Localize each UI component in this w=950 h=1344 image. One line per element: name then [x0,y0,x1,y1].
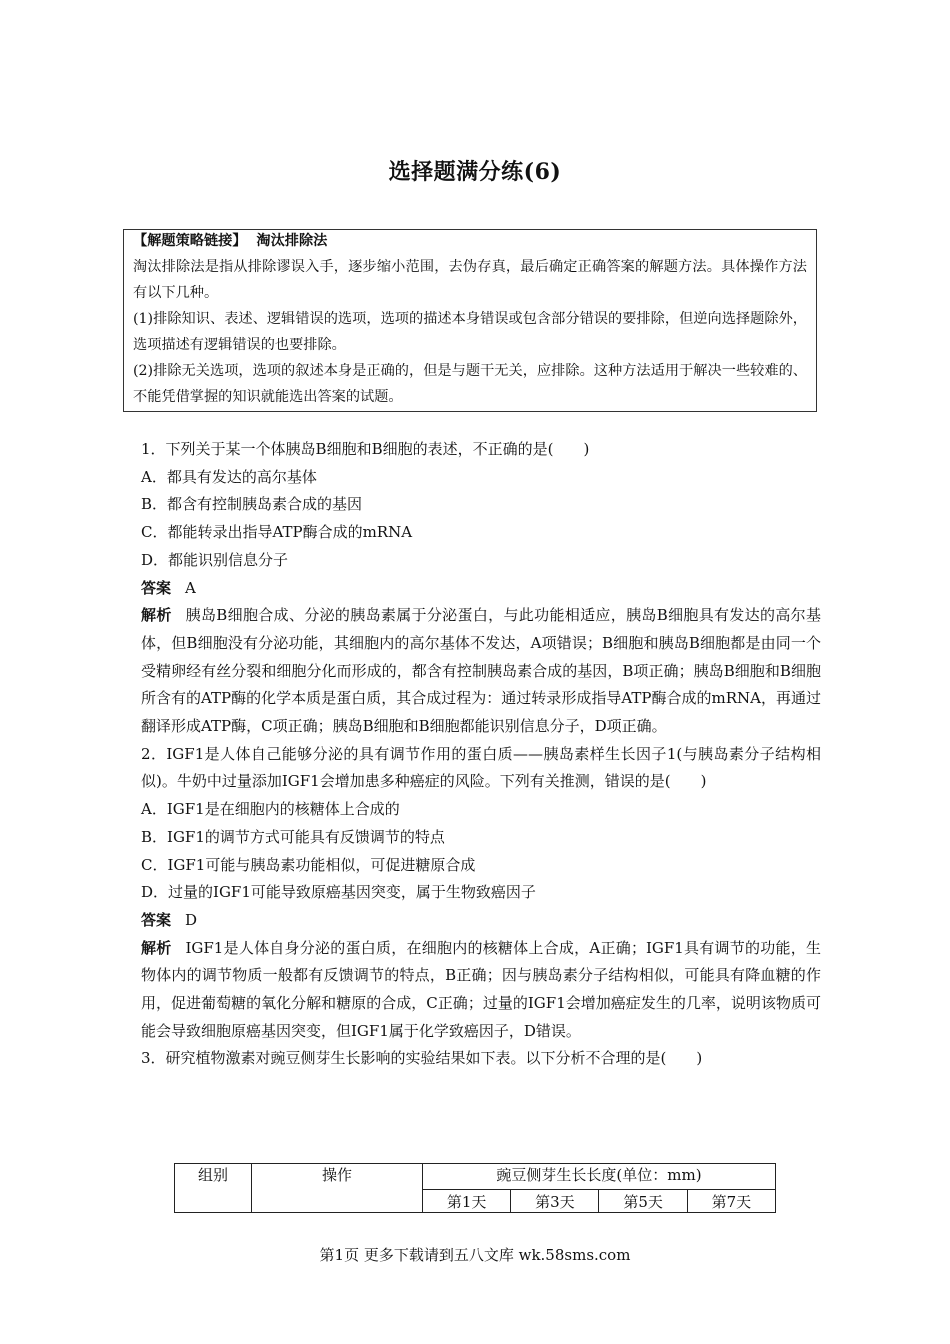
question-2-option-b: B．IGF1的调节方式可能具有反馈调节的特点 [141,827,445,846]
question-1-stem: 1．下列关于某一个体胰岛B细胞和B细胞的表述，不正确的是( ) [141,440,590,458]
table-header-day: 第3天 [511,1190,599,1213]
table-header-day: 第7天 [687,1190,775,1213]
strategy-method: 淘汰排除法 [256,233,328,249]
strategy-paragraph: (2)排除无关选项，选项的叙述本身是正确的，但是与题干无关，应排除。这种方法适用于解决一些较难的、不能凭借掌握的知识就能选出答案的试题。 [133,363,807,405]
strategy-paragraph: (1)排除知识、表述、逻辑错误的选项，选项的描述本身错误或包含部分错误的要排除，但逆向选择题除外，选项描述有逻辑错误的也要排除。 [133,311,807,353]
strategy-bracket-title: 【解题策略链接】 [133,233,247,249]
experiment-table [174,1163,776,1213]
strategy-heading [133,230,807,252]
question-1-analysis [141,602,821,741]
answer-label: 答案 [141,910,172,929]
table-header-day: 第1天 [423,1190,511,1213]
strategy-box [123,229,817,412]
analysis-label: 解析 [141,938,172,957]
question-2-stem: 2．IGF1是人体自己能够分泌的具有调节作用的蛋白质——胰岛素样生长因子1(与胰岛素分子结构相似)。牛奶中过量添加IGF1会增加患多种癌症的风险。下列有关推测，错误的是( ) [141,744,821,791]
table-header-operation: 操作 [252,1164,423,1213]
table-header-day: 第5天 [599,1190,687,1213]
table-header-length: 豌豆侧芽生长长度(单位：mm) [423,1164,776,1190]
page-footer: 第1页 更多下载请到五八文库 wk.58sms.com [319,1246,631,1264]
questions [141,436,821,1073]
analysis-text: IGF1是人体自身分泌的蛋白质，在细胞内的核糖体上合成，A正确；IGF1具有调节的功能，生物体内的调节物质一般都有反馈调节的特点，B正确；因与胰岛素分子结构相似，可能具有降血糖的作用，促进葡萄糖的氧化分解和糖原的合成，C正确；过量的IGF1会增加癌症发生的几率，说明该物质可能会导致细胞原癌基因突变，但IGF1属于化学致癌因子，D错误。 [141,938,821,1040]
question-2-option-c: C．IGF1可能与胰岛素功能相似，可促进糖原合成 [141,855,476,874]
question-1-option-d: D．都能识别信息分子 [141,550,289,569]
answer-value: D [185,910,198,929]
answer-value: A [185,578,196,597]
question-1-option-c: C．都能转录出指导ATP酶合成的mRNA [141,523,413,542]
analysis-label: 解析 [141,606,172,625]
question-2-option-a: A．IGF1是在细胞内的核糖体上合成的 [141,800,400,819]
answer-label: 答案 [141,578,172,597]
question-2-answer [141,907,821,935]
question-2-analysis [141,935,821,1046]
question-1-option-a: A．都具有发达的高尔基体 [141,467,317,486]
analysis-text: 胰岛B细胞合成、分泌的胰岛素属于分泌蛋白，与此功能相适应，胰岛B细胞具有发达的高尔基体，但B细胞没有分泌功能，其细胞内的高尔基体不发达，A项错误；B细胞和胰岛B细胞都是由同一个受精卵经有丝分裂和细胞分化而形成的，都含有控制胰岛素合成的基因，B项正确；胰岛B细胞和B细胞所含有的ATP酶的化学本质是蛋白质，其合成过程为：通过转录形成指导ATP酶合成的mRNA，再通过翻译形成ATP酶，C项正确；胰岛B细胞和B细胞都能识别信息分子，D项正确。 [141,606,821,736]
question-1-answer [141,575,821,603]
question-1-option-b: B．都含有控制胰岛素合成的基因 [141,495,363,514]
strategy-paragraph: 淘汰排除法是指从排除谬误入手，逐步缩小范围，去伪存真，最后确定正确答案的解题方法。具体操作方法有以下几种。 [133,259,807,301]
page-title: 选择题满分练(6) [388,159,562,185]
question-3-stem: 3．研究植物激素对豌豆侧芽生长影响的实验结果如下表。以下分析不合理的是( ) [141,1049,703,1068]
question-2-option-d: D．过量的IGF1可能导致原癌基因突变，属于生物致癌因子 [141,883,536,902]
table-header-group: 组别 [175,1164,252,1213]
